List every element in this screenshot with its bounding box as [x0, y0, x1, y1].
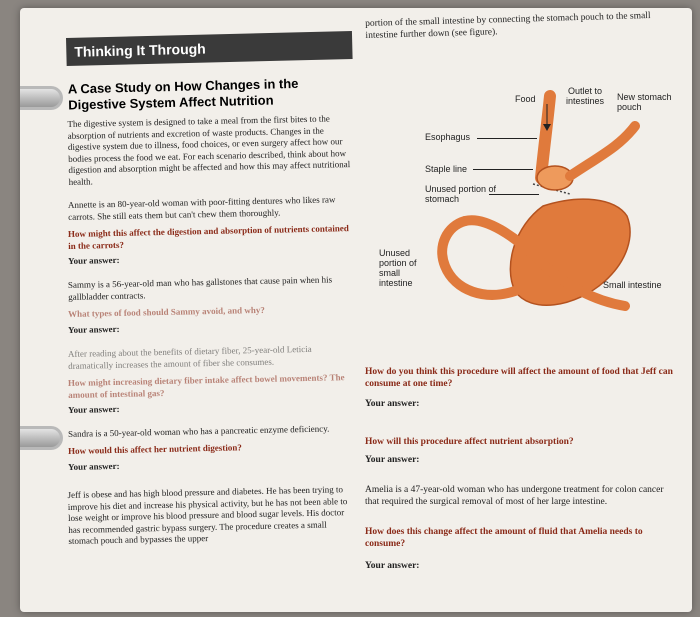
scenario-annette-answer-label: Your answer: — [67, 254, 120, 266]
scenario-jeff-question-2: How will this procedure affect nutrient absorption? — [365, 437, 574, 447]
textbook-page — [20, 8, 692, 612]
scenario-sandra-text: Sandra is a 50-year-old woman who has a pancreatic enzyme deficiency. — [67, 423, 330, 439]
binder-ring — [20, 86, 63, 110]
scenario-leticia-question: How might increasing dietary fiber intake affect bowel movements? The amount of intestinal gas? — [67, 371, 345, 399]
gastric-bypass-figure — [365, 86, 680, 326]
scenario-jeff-question-1: How do you think this procedure will affect the amount of food that Jeff can consume at one time? — [365, 367, 673, 389]
gastric-bypass-diagram — [365, 86, 680, 326]
scenario-annette-question: How might this affect the digestion and absorption of nutrients contained in the carrots? — [67, 223, 349, 251]
scenario-leticia-text: After reading about the benefits of dietary fiber, 25-year-old Leticia dramatically increases the amount of fiber she consumes. — [67, 343, 312, 370]
scenario-leticia-answer-label: Your answer: — [67, 403, 120, 415]
label-esophagus: Esophagus — [425, 132, 471, 142]
binder-ring — [20, 426, 63, 450]
scenario-sammy-answer-label: Your answer: — [67, 323, 120, 335]
scenario-sandra-answer-label: Your answer: — [67, 460, 120, 472]
case-study-intro: The digestive system is designed to take a meal from the first bites to the absorption of nutrients and excretion of waste products. Changes in the digestive system due to illness, food choices, or even surgery affect how our bodies process the food we eat. For each scenario described, think about how digestion and absorption might be affected and how this may affect nutritional health. — [67, 113, 351, 187]
leader-unused-stomach — [489, 194, 539, 195]
outlet-limb-shape — [570, 126, 635, 176]
scenario-amelia-text: Amelia is a 47-year-old woman who has undergone treatment for colon cancer that required the surgical removal of most of her large intestine. — [365, 485, 664, 507]
label-new-pouch: New stomach pouch — [617, 92, 672, 112]
esophagus-shape — [541, 96, 550, 178]
label-unused-intestine: Unused portion of small intestine — [379, 248, 417, 288]
scenario-jeff-answer-label-2: Your answer: — [365, 455, 420, 465]
label-food: Food — [515, 94, 536, 104]
section-heading: Thinking It Through — [66, 31, 353, 66]
leader-staple — [473, 169, 533, 170]
leader-esophagus — [477, 138, 537, 139]
label-staple: Staple line — [425, 164, 468, 174]
scenario-amelia-answer-label: Your answer: — [365, 561, 420, 571]
scenario-sammy-text: Sammy is a 56-year-old man who has gallstones that cause pain when his gallbladder contracts. — [67, 274, 333, 302]
left-column — [66, 38, 356, 550]
scenario-jeff-answer-label-1: Your answer: — [365, 399, 420, 409]
right-column — [365, 11, 685, 42]
scenario-sammy-question: What types of food should Sammy avoid, and why? — [67, 304, 265, 319]
scenario-sandra-question: How would this affect her nutrient digestion? — [67, 442, 242, 456]
scenario-jeff-continued: portion of the small intestine by connecting the stomach pouch to the small intestine further down (see figure). — [365, 11, 651, 41]
case-study-title: A Case Study on How Changes in the Digestive System Affect Nutrition — [67, 75, 299, 113]
scenario-annette-text: Annette is an 80-year-old woman with poor-fitting dentures who likes raw carrots. She still eats them but can't chew them thoroughly. — [67, 194, 336, 222]
scenario-jeff-text: Jeff is obese and has high blood pressure and diabetes. He has been trying to improve his diet and increase his physical activity, but he has not been able to lose weight or improve his blood pressure and blood sugar levels. His doctor has recommended gastric bypass surgery. The procedure creates a small stomach pouch and bypasses the upper — [67, 483, 348, 546]
label-unused-stomach: Unused portion of stomach — [425, 184, 497, 204]
scenario-amelia-question: How does this change affect the amount of fluid that Amelia needs to consume? — [365, 527, 643, 549]
label-small-intestine: Small intestine — [603, 280, 662, 290]
label-outlet: Outlet to intestines — [565, 86, 605, 106]
